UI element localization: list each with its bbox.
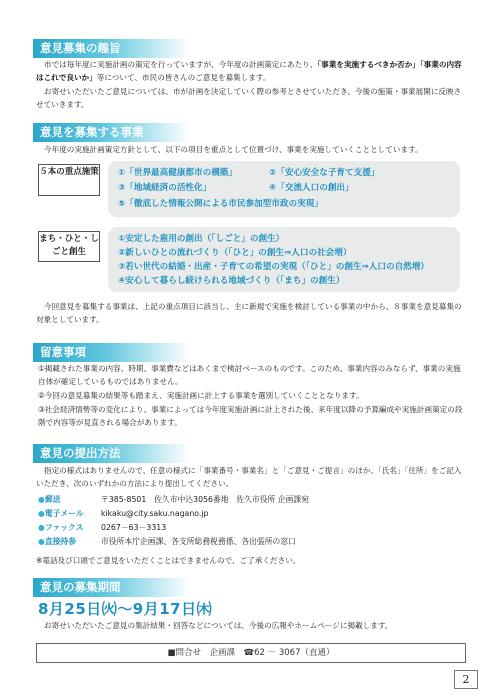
bullet-icon: ● (38, 537, 45, 546)
section-title-notes: 留意事項 (33, 343, 190, 362)
bullet-icon: ● (38, 509, 45, 518)
period-note-text: お寄せいただいたご意見の集計結果・回答などについては、今後の広報やホームページに掲載します。 (44, 621, 393, 630)
contact-value-mail: 〒385-8501 佐久市中込3056番地 佐久市役所 企画課宛 (101, 495, 309, 504)
contact-in-person (38, 536, 296, 548)
revitalization-item-3: ③若い世代の結婚・出産・子育ての希望の実現（「ひと」の創生⇒人口の自然増） (118, 262, 429, 272)
submission-intro-text: 指定の様式はありませんので、任意の様式に「事業番号・事業名」と「ご意見・ご提言」のほか、「氏名」「住所」をご記入いただき、次のいずれかの方法により提出してください。 (36, 466, 462, 488)
contact-key-fax: ファックス (44, 523, 84, 532)
contact-value-fax: 0267－63－3313 (101, 523, 167, 532)
label-five-priorities: ５本の重点施策 (38, 164, 100, 196)
purpose-text-bold: 「事業を実施するべきか否か」「事業の内容はこれで良いか」 (36, 60, 462, 82)
projects-intro (36, 143, 466, 156)
section-title-period: 意見の募集期間 (33, 578, 190, 597)
contact-key-mail: 郵送 (44, 495, 61, 504)
purpose-text-2: お寄せいただいたご意見については、市が計画を決定していく際の参考とさせていただき、今後の施策・事業展開に反映させていきます。 (36, 87, 462, 109)
note-item-3: ③社会経済情勢等の変化により、事業によっては今年度実施計画に計上された後、来年度以降の予算編成や実施計画策定の段階で内容等が見直される場合があります。 (38, 405, 463, 427)
section-title-purpose: 意見募集の趣旨 (33, 39, 190, 58)
projects-outro (36, 300, 466, 326)
section-title-submission: 意見の提出方法 (33, 444, 190, 463)
revitalization-item-4: ④安心して暮らし続けられる地域づくり（「まち」の創生） (118, 276, 345, 286)
priority-item-2: ②「安心安全な子育て支援」 (269, 168, 380, 178)
section-title-projects: 意見を募集する事業 (33, 123, 190, 142)
submission-note-text: ※電話及び口頭でご意見をいただくことはできませんので、ご了承ください。 (36, 556, 301, 565)
priority-item-1: ①「世界最高健康都市の構築」 (118, 168, 237, 178)
page-number: 2 (454, 670, 478, 689)
label-regional-revitalization: まち・ひと・しごと創生 (38, 231, 100, 262)
note-item-1: ①掲載された事業の内容、時期、事業費などはあくまで検討ベースのものです。このため、事業内容のみならず、事業の実施自体が確定しているものではありません。 (38, 364, 461, 386)
projects-outro-text: 今回意見を募集する事業は、上記の重点項目に該当し、主に新規で実施を検討している事業の中から、８事業を意見募集の対象としています。 (36, 302, 462, 324)
priority-item-3: ③「地域経済の活性化」 (118, 183, 212, 193)
submission-period: 8月25日㈫～9月17日㈭ (38, 600, 213, 618)
contact-email (38, 508, 209, 520)
purpose-paragraph-1 (36, 58, 466, 84)
contact-value-in-person: 市役所本庁企画課、各支所総務税務係、各出張所の窓口 (101, 537, 296, 546)
contact-key-email: 電子メール (44, 509, 84, 518)
contact-value-email[interactable]: kikaku@city.saku.nagano.jp (101, 509, 209, 518)
submission-intro (36, 464, 466, 490)
submission-note (36, 554, 466, 567)
purpose-text-a: 市では毎年度に実施計画の策定を行っていますが、今年度の計画策定にあたり、 (44, 60, 318, 69)
revitalization-item-1: ①安定した雇用の創出（「しごと」の創生） (118, 234, 285, 244)
contact-fax (38, 522, 166, 534)
revitalization-item-2: ②新しいひとの流れづくり（「ひと」の創生⇒人口の社会増） (118, 248, 352, 258)
purpose-paragraph-2 (36, 85, 466, 111)
purpose-text-c: 等について、市民の皆さんのご意見を募集します。 (96, 73, 271, 82)
period-note (36, 619, 466, 632)
contact-mail (38, 494, 309, 506)
priority-item-4: ④「交流人口の創出」 (269, 183, 354, 193)
priority-item-5: ⑤「徹底した情報公開による市民参加型市政の実現」 (118, 199, 323, 209)
contact-key-in-person: 直接持参 (44, 537, 76, 546)
bullet-icon: ● (38, 523, 45, 532)
projects-intro-text: 今年度の実施計画策定方針として、以下の項目を重点として位置づけ、事業を実施していくこととしています。 (44, 145, 423, 154)
note-item-2: ②今回の意見募集の結果等も踏まえ、実施計画に計上する事業を選別していくこととなります。 (38, 391, 364, 400)
contact-footer: ■問合せ 企画課 ☎62 － 3067（直通） (36, 643, 466, 663)
bullet-icon: ● (38, 495, 45, 504)
